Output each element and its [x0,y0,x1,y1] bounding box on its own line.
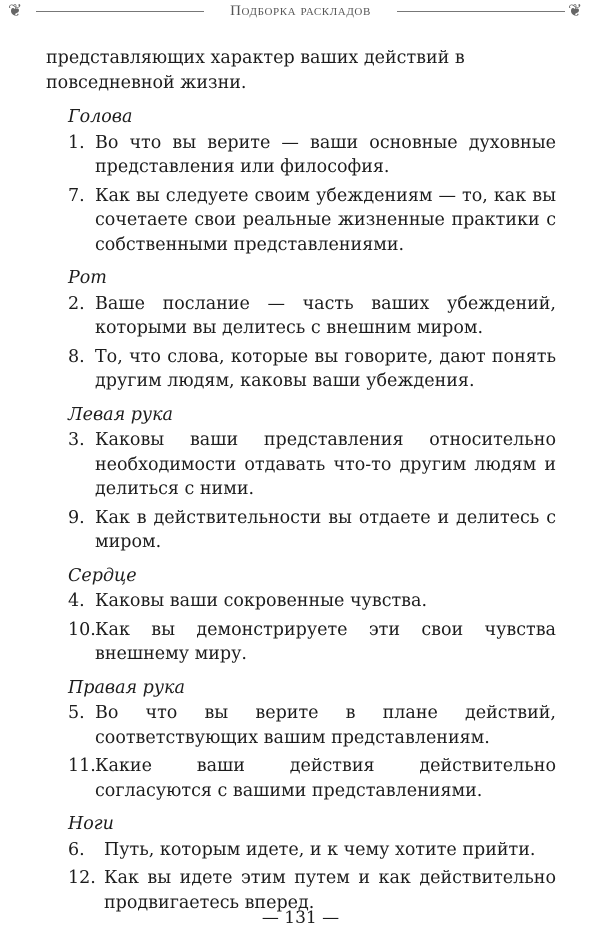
item-number: 3. [68,430,85,450]
section-title: Правая рука [68,677,185,698]
section-head [46,105,556,257]
item-text: Каковы ваши представления относительно необходимости отдавать что-то другим людям и делиться с ними. [95,430,556,499]
item-number: 5. [68,703,85,723]
item-number: 8. [68,346,85,367]
running-header-title: Подборка раскладов [230,3,371,19]
item-text: Как в действительности вы отдаете и делитесь с миром. [95,507,556,552]
item-text: Как вы демонстрируете эти свои чувства внешнему миру. [95,619,556,664]
running-header [0,0,601,28]
item-number: 4. [68,591,85,611]
item-number: 12. [68,868,96,888]
item-text: Как вы идете этим путем и как действительно продвигаетесь вперед. [104,868,556,913]
section-title: Рот [68,268,107,288]
item-number: 6. [68,839,85,860]
item-text: Как вы следуете своим убеждениям — то, как вы сочетаете свои реальные жизненные практики с собственными представлениями. [95,185,556,255]
item-text: Во что вы верите — ваши основные духовные представления или философия. [95,132,556,177]
item-number: 10. [68,619,96,640]
list-item [68,428,556,502]
section-title: Голова [68,107,133,127]
section-legs [46,812,556,915]
item-number: 2. [68,293,85,314]
page-number: — 131 — [261,908,340,928]
list-item [68,345,556,394]
item-number: 9. [68,507,85,528]
list-item [68,754,556,803]
list-item [68,701,556,750]
section-title: Ноги [68,814,114,834]
list-item [68,506,556,555]
item-number: 1. [68,132,85,153]
list-item [68,618,556,667]
section-left-hand [46,403,556,555]
item-text: Каковы ваши сокровенные чувства. [95,591,428,611]
ornament-flourish-icon: ❦ [568,1,583,21]
list-item [68,838,556,863]
list-item [68,184,556,258]
page-body [46,46,556,924]
item-text: Путь, которым идете, и к чему хотите прийти. [104,839,536,860]
lead-paragraph: представляющих характер ваших действий в повседневной жизни. [46,48,465,93]
item-text: Какие ваши действия действительно согласуются с вашими представлениями. [95,756,556,801]
section-mouth [46,266,556,394]
section-title: Сердце [68,565,137,586]
list-item [68,131,556,180]
item-number: 7. [68,185,85,206]
item-number: 11. [68,756,96,776]
header-rule-right [397,11,565,12]
section-heart [46,564,556,667]
list-item [68,589,556,614]
item-text: Ваше послание — часть ваших убеждений, которыми вы делитесь с внешним миром. [95,293,556,338]
list-item [68,292,556,341]
section-title: Левая рука [68,404,173,425]
item-text: То, что слова, которые вы говорите, дают понять другим людям, каковы ваши убеждения. [95,346,556,391]
section-right-hand [46,676,556,804]
item-text: Во что вы верите в плане действий, соответствующих вашим представлениям. [95,703,556,748]
ornament-flourish-icon: ❦ [8,1,23,21]
